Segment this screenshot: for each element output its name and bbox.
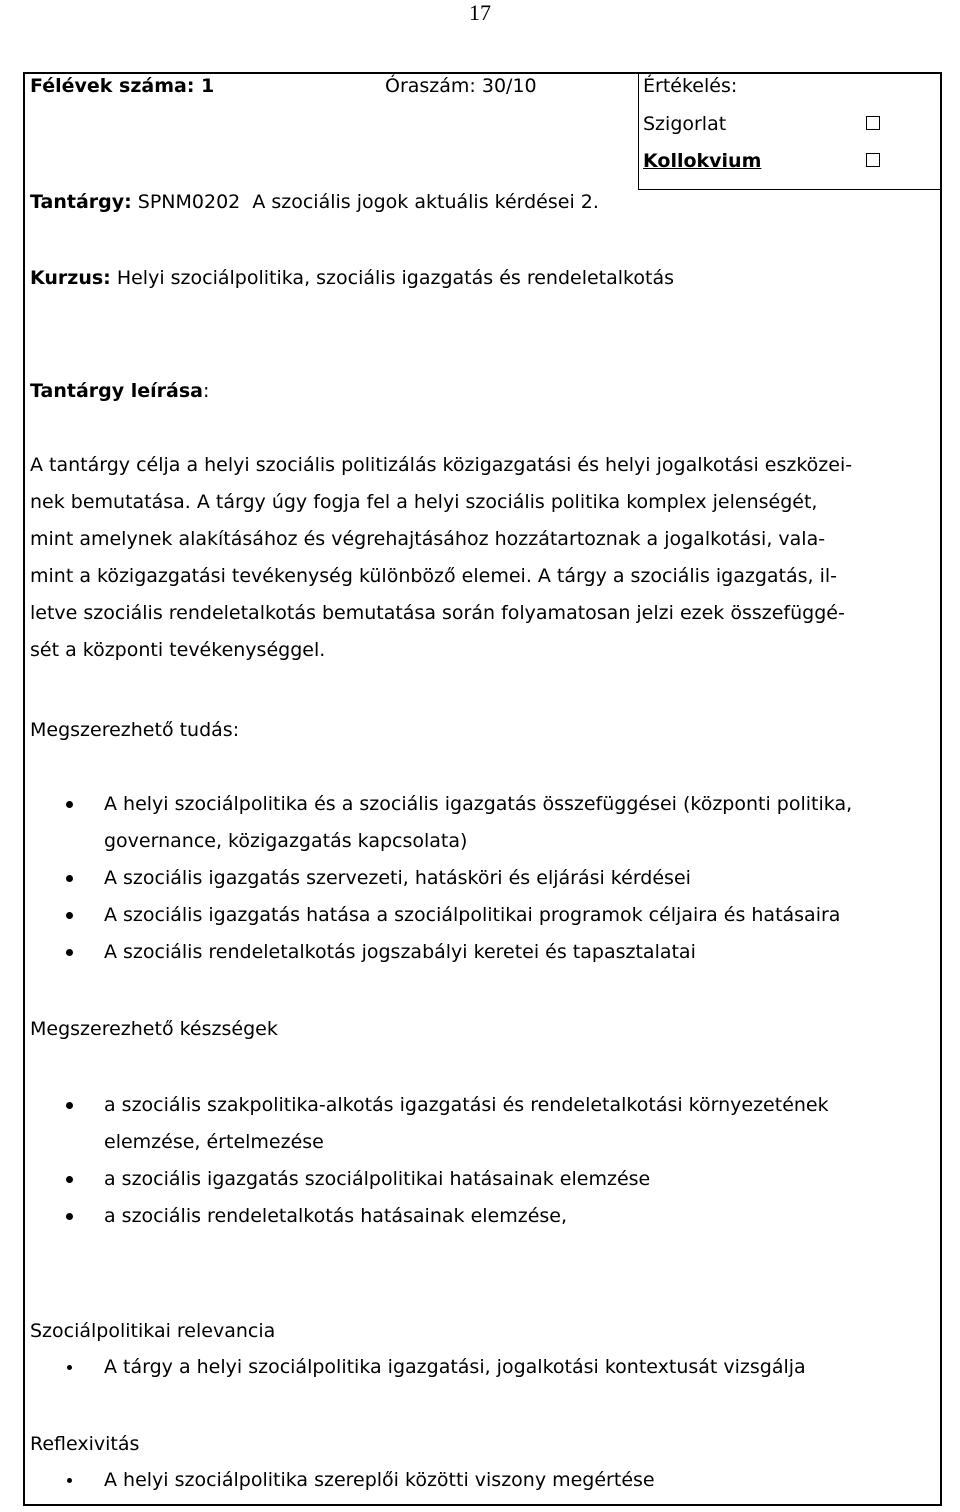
kollokvium-checkbox[interactable]: [866, 153, 880, 167]
subject-value: SPNM0202 A szociális jogok aktuális kérdései 2.: [137, 191, 599, 213]
list-item-text: A helyi szociálpolitika szereplői közötti viszony megértése: [104, 1469, 655, 1491]
list-item: [0, 934, 960, 971]
list-item: [0, 1349, 960, 1386]
bullet-icon: [66, 1102, 73, 1109]
description-heading: [30, 380, 209, 402]
skills-heading: Megszerezhető készségek: [30, 1018, 278, 1040]
list-item-text: governance, közigazgatás kapcsolata): [104, 830, 468, 852]
description-line: mint a közigazgatási tevékenység különböző elemei. A tárgy a szociális igazgatás, il-: [30, 565, 838, 587]
description-line: nek bemutatása. A tárgy úgy fogja fel a helyi szociális politika komplex jelenségét,: [30, 491, 818, 513]
page-number: 17: [469, 0, 491, 25]
list-item: [0, 897, 960, 934]
bullet-icon: [66, 949, 73, 956]
bullet-icon: [67, 1478, 72, 1483]
course-value: Helyi szociálpolitika, szociális igazgatás és rendeletalkotás: [116, 267, 674, 289]
hours-label: Óraszám: 30/10: [385, 75, 537, 97]
subject-key: Tantárgy:: [30, 191, 132, 213]
list-item: [0, 860, 960, 897]
list-item-text: elemzése, értelmezése: [104, 1131, 324, 1153]
bullet-icon: [66, 801, 73, 808]
eval-option-szigorlat: Szigorlat: [643, 113, 727, 135]
list-item-text: a szociális rendeletalkotás hatásainak elemzése,: [104, 1205, 568, 1227]
description-line: letve szociális rendeletalkotás bemutatása során folyamatosan jelzi ezek összefüggé-: [30, 602, 845, 624]
description-line: A tantárgy célja a helyi szociális politizálás közigazgatási és helyi jogalkotási eszközei-: [30, 454, 853, 476]
list-item-text: A helyi szociálpolitika és a szociális igazgatás összefüggései (központi politika,: [104, 793, 853, 815]
bullet-icon: [66, 1176, 73, 1183]
description-heading-colon: :: [202, 380, 210, 402]
bullet-icon: [67, 1365, 72, 1370]
bullet-icon: [66, 875, 73, 882]
description-line: mint amelynek alakításához és végrehajtásához hozzátartoznak a jogalkotási, vala-: [30, 528, 826, 550]
knowledge-heading: Megszerezhető tudás:: [30, 719, 240, 741]
list-item-text: A szociális igazgatás hatása a szociálpolitikai programok céljaira és hatásaira: [104, 904, 841, 926]
szigorlat-checkbox[interactable]: [866, 116, 880, 130]
eval-option-kollokvium: Kollokvium: [643, 150, 762, 172]
list-item: [0, 1161, 960, 1198]
course-line: [30, 267, 674, 289]
evaluation-label: Értékelés:: [643, 75, 738, 97]
subject-line: [30, 191, 599, 213]
list-item: [0, 786, 960, 860]
bullet-icon: [66, 912, 73, 919]
list-item: [0, 1198, 960, 1235]
semesters-label: Félévek száma: 1: [30, 75, 215, 97]
list-item: [0, 1087, 960, 1161]
relevance-list: [0, 1349, 960, 1386]
reflexivity-heading: Reflexivitás: [30, 1433, 140, 1455]
list-item: [0, 1462, 960, 1499]
description-heading-text: Tantárgy leírása: [30, 380, 203, 402]
list-item-text: a szociális igazgatás szociálpolitikai hatásainak elemzése: [104, 1168, 651, 1190]
description-paragraph: [30, 447, 930, 669]
list-item-text: a szociális szakpolitika-alkotás igazgatási és rendeletalkotási környezetének: [104, 1094, 829, 1116]
list-item-text: A szociális igazgatás szervezeti, hatásköri és eljárási kérdései: [104, 867, 691, 889]
skills-list: [0, 1087, 960, 1235]
reflexivity-list: [0, 1462, 960, 1499]
knowledge-list: [0, 786, 960, 971]
list-item-text: A tárgy a helyi szociálpolitika igazgatási, jogalkotási kontextusát vizsgálja: [104, 1356, 806, 1378]
relevance-heading: Szociálpolitikai relevancia: [30, 1320, 276, 1342]
list-item-text: A szociális rendeletalkotás jogszabályi keretei és tapasztalatai: [104, 941, 696, 963]
bullet-icon: [66, 1213, 73, 1220]
description-line: sét a központi tevékenységgel.: [30, 639, 326, 661]
course-key: Kurzus:: [30, 267, 111, 289]
